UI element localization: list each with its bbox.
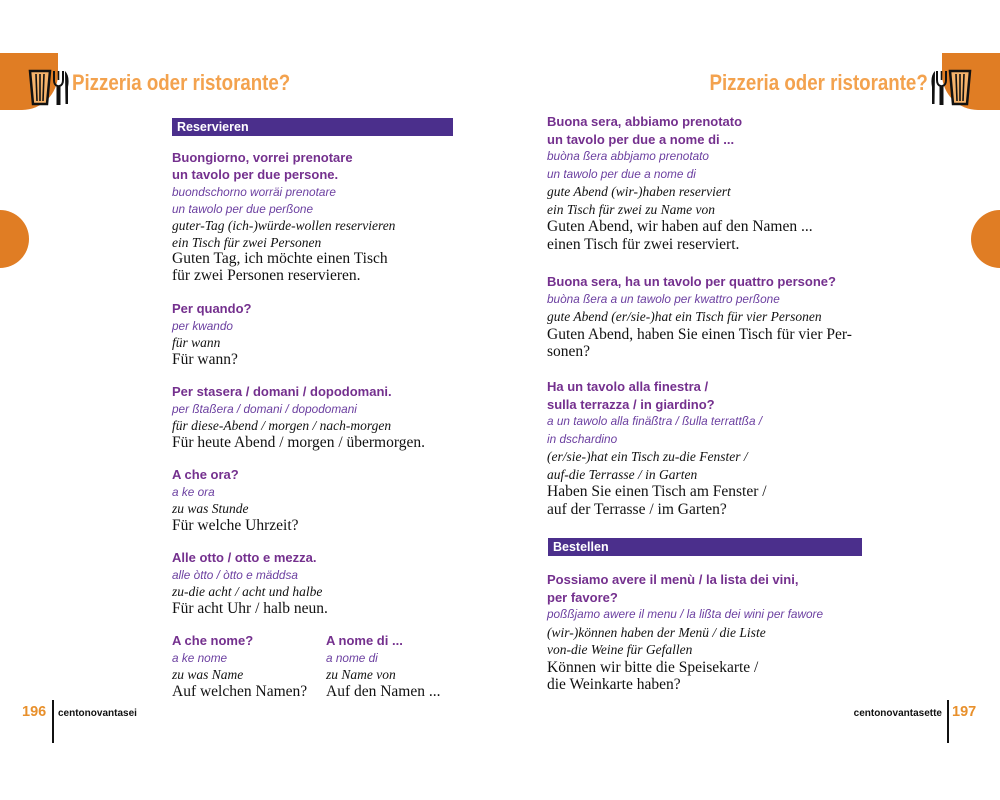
literal-translation: gute Abend (er/sie-)hat ein Tisch für vier Personen: [547, 309, 822, 324]
page-title: Pizzeria oder ristorante?: [709, 70, 928, 95]
german-translation: Für welche Uhrzeit?: [172, 516, 299, 534]
pronunciation: buondschorno worräi prenotare: [172, 184, 336, 199]
italian-phrase: Possiamo avere il menù / la lista dei vini,: [547, 572, 799, 587]
page-number-word: centonovantasei: [58, 708, 137, 719]
drink-and-cutlery-icon: [931, 68, 973, 106]
pronunciation: a ke nome: [172, 650, 228, 665]
german-translation: Für acht Uhr / halb neun.: [172, 599, 328, 617]
section-heading-reservieren: Reservieren: [172, 118, 453, 136]
german-translation: für zwei Personen reservieren.: [172, 267, 361, 285]
german-translation: Für wann?: [172, 350, 238, 368]
phrase-entry: [172, 384, 425, 452]
pronunciation: buòna ßera a un tawolo per kwattro perßone: [547, 291, 780, 306]
phrase-entry: [172, 301, 251, 369]
italian-phrase: Buona sera, ha un tavolo per quattro persone?: [547, 274, 836, 289]
pronunciation: alle òtto / òtto e mäddsa: [172, 567, 298, 582]
pronunciation: a un tawolo alla finäßtra / ßulla terrattßa /: [547, 414, 763, 428]
italian-phrase: A nome di ...: [326, 633, 403, 648]
phrase-entry: [172, 633, 307, 701]
italian-phrase: un tavolo per due a nome di ...: [547, 131, 735, 147]
german-translation: sonen?: [547, 343, 591, 360]
literal-translation: (er/sie-)hat ein Tisch zu-die Fenster /: [547, 449, 748, 464]
german-translation: Können wir bitte die Speisekarte /: [547, 658, 759, 676]
page-title: Pizzeria oder ristorante?: [72, 70, 291, 95]
footer-divider: [52, 700, 54, 743]
phrase-entry: [547, 571, 823, 694]
italian-phrase: un tavolo per due persone.: [172, 166, 339, 182]
page-number-word: centonovantasette: [853, 708, 942, 719]
literal-translation: zu was Name: [172, 666, 244, 682]
phrase-entry: [547, 113, 813, 253]
pronunciation: buòna ßera abbjamo prenotato: [547, 149, 709, 163]
german-translation: einen Tisch für zwei reserviert.: [547, 235, 740, 253]
literal-translation: gute Abend (wir-)haben reserviert: [547, 184, 731, 199]
italian-phrase: Per stasera / domani / dopodomani.: [172, 384, 392, 399]
literal-translation: von-die Weine für Gefallen: [547, 642, 693, 657]
italian-phrase: A che nome?: [172, 633, 254, 648]
german-translation: Für heute Abend / morgen / übermorgen.: [172, 433, 425, 451]
orange-side-tab: [0, 210, 29, 268]
pronunciation: un tawolo per due a nome di: [547, 166, 696, 181]
italian-phrase: Ha un tavolo alla finestra /: [547, 379, 709, 394]
german-translation: Guten Abend, wir haben auf den Namen ...: [547, 218, 813, 235]
orange-side-tab: [971, 210, 1000, 268]
pronunciation: in dschardino: [547, 431, 618, 446]
literal-translation: zu-die acht / acht und halbe: [172, 583, 323, 599]
pronunciation: un tawolo per due perßone: [172, 201, 314, 216]
literal-translation: zu Name von: [326, 666, 396, 682]
german-translation: auf der Terrasse / im Garten?: [547, 500, 727, 518]
phrase-entry: [172, 150, 395, 285]
german-translation: Guten Tag, ich möchte einen Tisch: [172, 250, 388, 268]
pronunciation: per ßtaßera / domani / dopodomani: [172, 401, 357, 416]
italian-phrase: Alle otto / otto e mezza.: [172, 550, 317, 565]
pronunciation: per kwando: [172, 318, 233, 333]
phrase-entry: [172, 550, 328, 618]
pronunciation: a ke ora: [172, 484, 215, 499]
italian-phrase: Per quando?: [172, 301, 252, 316]
literal-translation: auf-die Terrasse / in Garten: [547, 466, 698, 482]
literal-translation: (wir-)können haben der Menü / die Liste: [547, 624, 766, 640]
phrase-entry: [547, 378, 767, 518]
drink-and-cutlery-icon: [27, 68, 69, 106]
german-translation: die Weinkarte haben?: [547, 676, 681, 693]
page-number: 196: [22, 704, 47, 720]
literal-translation: zu was Stunde: [172, 500, 249, 516]
pronunciation: a nome di: [326, 650, 378, 665]
literal-translation: ein Tisch für zwei Personen: [172, 234, 322, 250]
phrase-entry: [172, 467, 299, 535]
italian-phrase: sulla terrazza / in giardino?: [547, 396, 715, 412]
italian-phrase: per favore?: [547, 589, 618, 605]
literal-translation: guter-Tag (ich-)würde-wollen reservieren: [172, 217, 396, 233]
pronunciation: poßßjamo awere il menu / la lißta dei wini per fawore: [547, 607, 824, 621]
phrase-entry: [547, 273, 852, 361]
page-number: 197: [952, 704, 977, 720]
phrase-entry: [326, 633, 441, 701]
literal-translation: für wann: [172, 334, 221, 350]
italian-phrase: Buona sera, abbiamo prenotato: [547, 114, 743, 129]
german-translation: Haben Sie einen Tisch am Fenster /: [547, 483, 767, 500]
literal-translation: ein Tisch für zwei zu Name von: [547, 201, 715, 217]
german-translation: Auf welchen Namen?: [172, 682, 308, 700]
german-translation: Auf den Namen ...: [326, 682, 441, 700]
italian-phrase: Buongiorno, vorrei prenotare: [172, 150, 353, 165]
footer-divider: [947, 700, 949, 743]
german-translation: Guten Abend, haben Sie einen Tisch für vier Per-: [547, 325, 852, 343]
literal-translation: für diese-Abend / morgen / nach-morgen: [172, 417, 392, 433]
italian-phrase: A che ora?: [172, 467, 239, 482]
section-heading-bestellen: Bestellen: [548, 538, 862, 556]
